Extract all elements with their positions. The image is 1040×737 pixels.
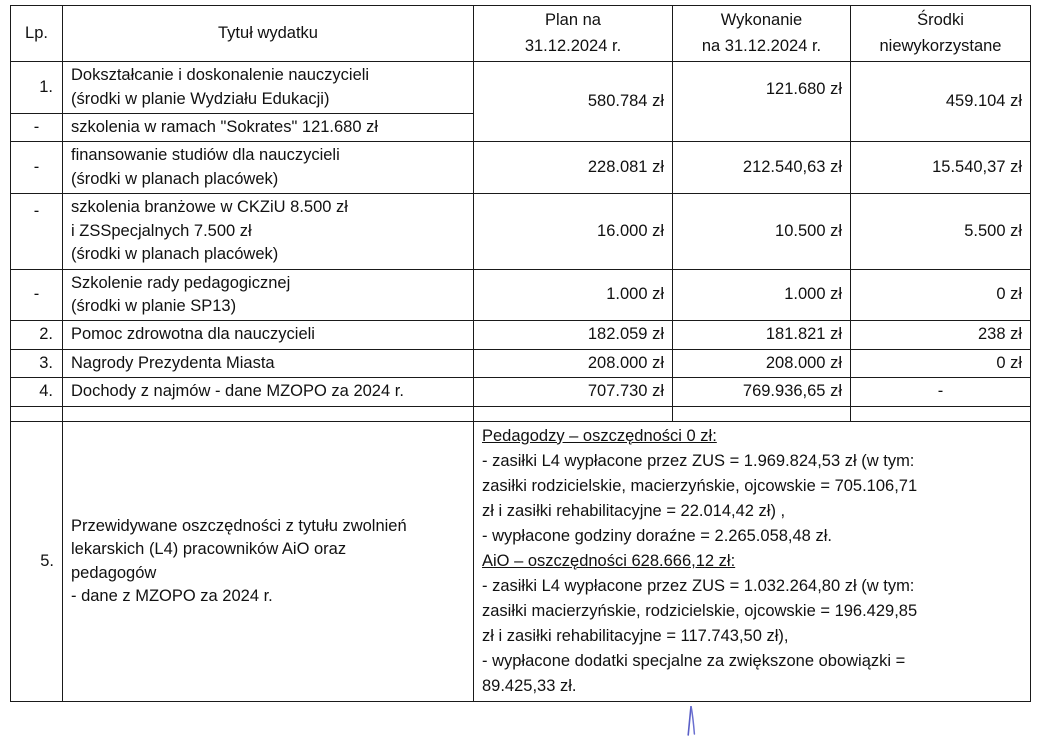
row-title-line: szkolenia w ramach "Sokrates" 121.680 zł xyxy=(71,117,379,136)
cell-plan: 182.059 zł xyxy=(474,321,673,349)
separator-row xyxy=(11,406,1031,421)
cell-plan: 580.784 zł xyxy=(474,62,673,142)
column-header-lp-line1: Lp. xyxy=(25,23,48,42)
cell-unused: 5.500 zł xyxy=(851,194,1031,269)
cell-plan: 707.730 zł xyxy=(474,378,673,406)
column-header-title-line1: Tytuł wydatku xyxy=(218,23,318,42)
savings-detail-line: zasiłki rodzicielskie, macierzyńskie, ojcowskie = 705.106,71 xyxy=(482,476,918,495)
savings-detail-line: - wypłacone dodatki specjalne za zwiększone obowiązki = xyxy=(482,652,906,671)
separator-cell xyxy=(474,406,673,421)
savings-detail-line: zł i zasiłki rehabilitacyjne = 117.743,50 zł), xyxy=(482,627,789,646)
table-row xyxy=(11,349,1031,377)
cell-execution: 208.000 zł xyxy=(673,349,851,377)
column-header-plan-line2: 31.12.2024 r. xyxy=(524,36,622,55)
column-header-lp xyxy=(11,6,63,62)
savings-detail-line: - zasiłki L4 wypłacone przez ZUS = 1.032.264,80 zł (w tym: xyxy=(482,577,915,596)
row-number: - xyxy=(11,269,63,321)
row-title-line: Szkolenie rady pedagogicznej xyxy=(71,273,291,292)
cell-unused: 0 zł xyxy=(851,349,1031,377)
row-title xyxy=(63,113,474,141)
row-title xyxy=(63,421,474,702)
row-number: - xyxy=(11,113,63,141)
row-title-line: (środki w planach placówek) xyxy=(71,245,279,264)
row-title-line: i ZSSpecjalnych 7.500 zł xyxy=(71,221,252,240)
cell-execution: 121.680 zł xyxy=(673,62,851,142)
column-header-plan xyxy=(474,6,673,62)
cell-plan: 16.000 zł xyxy=(474,194,673,269)
cell-execution: 212.540,63 zł xyxy=(673,142,851,194)
cell-plan: 1.000 zł xyxy=(474,269,673,321)
cell-execution: 10.500 zł xyxy=(673,194,851,269)
table-body xyxy=(11,62,1031,702)
table-header xyxy=(11,6,1031,62)
row-title xyxy=(63,321,474,349)
cell-unused: 0 zł xyxy=(851,269,1031,321)
cell-execution: 1.000 zł xyxy=(673,269,851,321)
table-row xyxy=(11,269,1031,321)
savings-detail-line: - zasiłki L4 wypłacone przez ZUS = 1.969.824,53 zł (w tym: xyxy=(482,451,915,470)
row-title xyxy=(63,269,474,321)
savings-detail-line: zł i zasiłki rehabilitacyjne = 22.014,42 zł) , xyxy=(482,501,786,520)
header-row xyxy=(11,6,1031,62)
savings-detail-line: 89.425,33 zł. xyxy=(482,677,577,696)
table-row xyxy=(11,378,1031,406)
table-row xyxy=(11,142,1031,194)
column-header-unused-line2: niewykorzystane xyxy=(879,36,1002,55)
cell-plan: 208.000 zł xyxy=(474,349,673,377)
column-header-unused xyxy=(851,6,1031,62)
row-number: 1. xyxy=(11,62,63,114)
pen-mark-annotation xyxy=(686,706,700,736)
cell-unused: 459.104 zł xyxy=(851,62,1031,142)
row-title-line: Nagrody Prezydenta Miasta xyxy=(71,353,275,372)
column-header-plan-line1: Plan na xyxy=(545,11,601,29)
row-number: 5. xyxy=(11,421,63,702)
savings-detail-line: zasiłki macierzyńskie, rodzicielskie, ojcowskie = 196.429,85 xyxy=(482,602,918,621)
column-header-execution-line1: Wykonanie xyxy=(720,11,803,29)
savings-detail-cell xyxy=(474,421,1031,702)
row-number: - xyxy=(11,142,63,194)
row-number: - xyxy=(11,194,63,269)
cell-unused: - xyxy=(851,378,1031,406)
separator-cell xyxy=(851,406,1031,421)
row-number: 3. xyxy=(11,349,63,377)
table-row xyxy=(11,62,1031,114)
table-row xyxy=(11,321,1031,349)
row-title xyxy=(63,142,474,194)
table-row xyxy=(11,194,1031,269)
row-number: 2. xyxy=(11,321,63,349)
savings-detail-line: Pedagodzy – oszczędności 0 zł: xyxy=(482,426,717,445)
column-header-execution xyxy=(673,6,851,62)
row-title-line: (środki w planach placówek) xyxy=(71,169,279,188)
row-title-line: szkolenia branżowe w CKZiU 8.500 zł xyxy=(71,198,348,217)
row-title xyxy=(63,62,474,114)
separator-cell xyxy=(63,406,474,421)
row-title xyxy=(63,194,474,269)
savings-detail-line: - wypłacone godziny doraźne = 2.265.058,48 zł. xyxy=(482,526,832,545)
cell-plan: 228.081 zł xyxy=(474,142,673,194)
column-header-execution-line2: na 31.12.2024 r. xyxy=(701,36,822,55)
savings-detail-line: AiO – oszczędności 628.666,12 zł: xyxy=(482,552,736,570)
row-title-line: Dochody z najmów - dane MZOPO za 2024 r. xyxy=(71,382,404,401)
row-title xyxy=(63,349,474,377)
budget-expenses-table xyxy=(10,5,1031,702)
cell-unused: 238 zł xyxy=(851,321,1031,349)
row-number: 4. xyxy=(11,378,63,406)
column-header-unused-line1: Środki xyxy=(917,11,964,29)
row-title-line: lekarskich (L4) pracowników AiO oraz xyxy=(71,540,347,559)
row-title-line: - dane z MZOPO za 2024 r. xyxy=(71,586,273,605)
row-title-line: Pomoc zdrowotna dla nauczycieli xyxy=(71,325,315,344)
table-row xyxy=(11,421,1031,702)
row-title-line: Dokształcanie i doskonalenie nauczycieli xyxy=(71,66,370,85)
row-title-line: pedagogów xyxy=(71,563,157,582)
column-header-title xyxy=(63,6,474,62)
cell-execution: 181.821 zł xyxy=(673,321,851,349)
cell-execution: 769.936,65 zł xyxy=(673,378,851,406)
row-title-line: Przewidywane oszczędności z tytułu zwolnień xyxy=(71,516,407,535)
row-title xyxy=(63,378,474,406)
row-title-line: (środki w planie SP13) xyxy=(71,296,237,315)
separator-cell xyxy=(673,406,851,421)
separator-cell xyxy=(11,406,63,421)
row-title-line: (środki w planie Wydziału Edukacji) xyxy=(71,89,330,108)
row-title-line: finansowanie studiów dla nauczycieli xyxy=(71,146,340,165)
cell-unused: 15.540,37 zł xyxy=(851,142,1031,194)
